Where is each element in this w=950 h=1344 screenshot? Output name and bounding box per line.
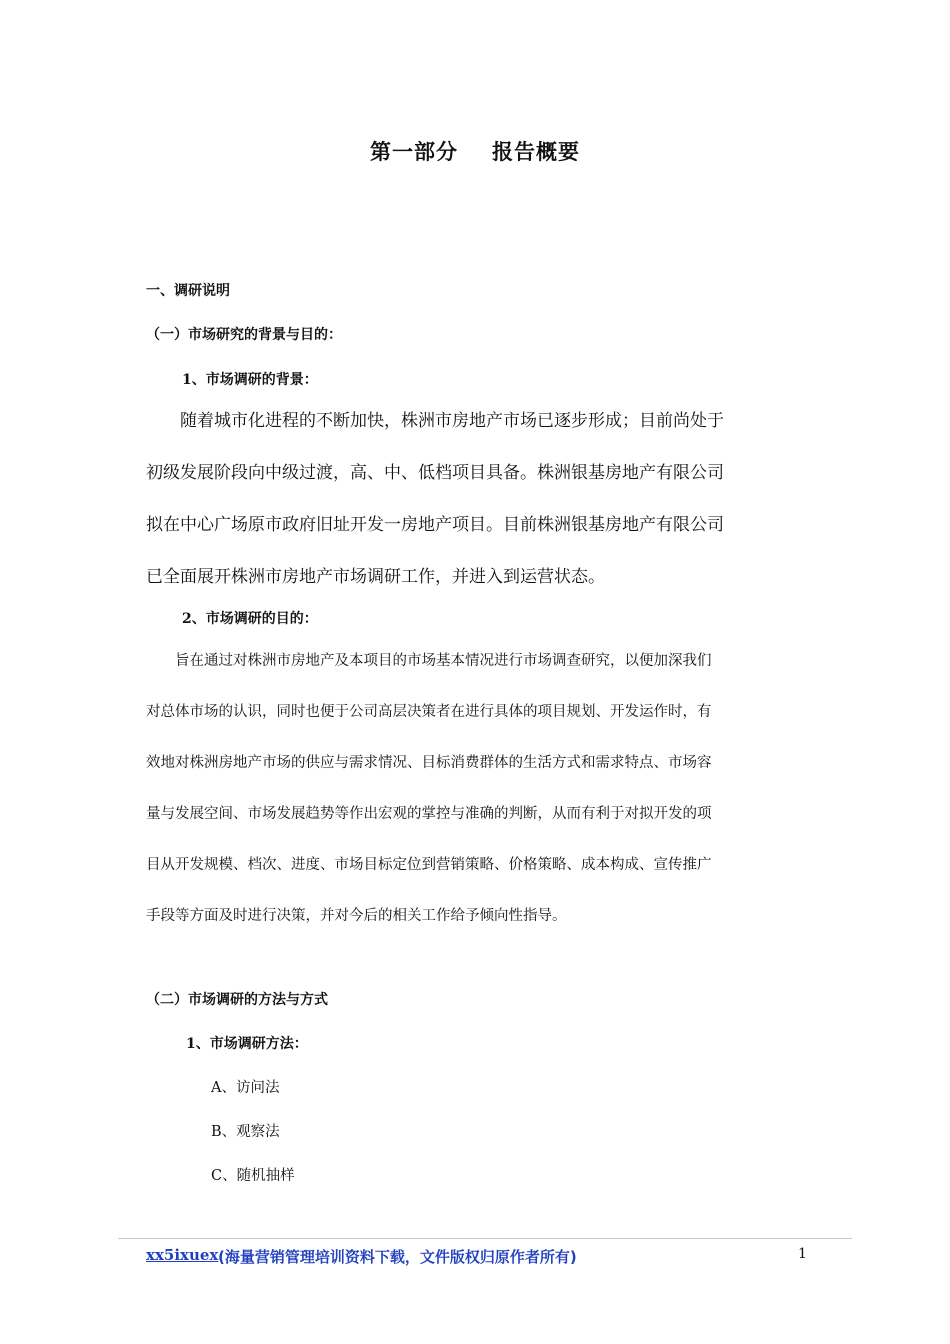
footer-note: (海量营销管理培训资料下载，文件版权归原作者所有)	[218, 1248, 577, 1266]
paragraph-line: 效地对株洲房地产市场的供应与需求情况、目标消费群体的生活方式和需求特点、市场容	[146, 755, 712, 771]
page-title	[0, 136, 950, 166]
paragraph-line: 量与发展空间、市场发展趋势等作出宏观的掌控与准确的判断，从而有利于对拟开发的项	[146, 806, 712, 822]
item-heading-method: 1、市场调研方法：	[186, 1036, 308, 1052]
method-item: C、随机抽样	[211, 1168, 295, 1184]
purpose-paragraph	[146, 636, 806, 942]
subsection-heading-2: （二）市场调研的方法与方式	[146, 992, 328, 1008]
subsection-heading-1: （一）市场研究的背景与目的：	[146, 327, 342, 343]
footer-link[interactable]: xx5ixuex	[146, 1246, 219, 1264]
title-part: 第一部分	[370, 139, 458, 164]
paragraph-line: 已全面展开株洲市房地产市场调研工作，并进入到运营状态。	[146, 567, 605, 587]
method-item: B、观察法	[211, 1124, 280, 1140]
paragraph-line: 目从开发规模、档次、进度、市场目标定位到营销策略、价格策略、成本构成、宣传推广	[146, 857, 712, 873]
paragraph-line: 手段等方面及时进行决策，并对今后的相关工作给予倾向性指导。	[146, 908, 567, 924]
paragraph-line: 初级发展阶段向中级过渡，高、中、低档项目具备。株洲银基房地产有限公司	[146, 463, 724, 483]
paragraph-line: 随着城市化进程的不断加快，株洲市房地产市场已逐步形成；目前尚处于	[146, 411, 724, 431]
item-heading-purpose: 2、市场调研的目的：	[182, 611, 318, 627]
background-paragraph	[146, 395, 806, 603]
paragraph-line: 旨在通过对株洲市房地产及本项目的市场基本情况进行市场调查研究，以便加深我们	[146, 653, 712, 669]
section-heading: 一、调研说明	[146, 283, 230, 299]
title-name: 报告概要	[492, 139, 580, 164]
paragraph-line: 对总体市场的认识，同时也便于公司高层决策者在进行具体的项目规划、开发运作时，有	[146, 704, 712, 720]
method-item: A、访问法	[211, 1080, 280, 1096]
paragraph-line: 拟在中心广场原市政府旧址开发一房地产项目。目前株洲银基房地产有限公司	[146, 515, 724, 535]
item-heading-background: 1、市场调研的背景：	[182, 372, 318, 388]
page-number: 1	[798, 1246, 807, 1262]
footer-divider	[118, 1238, 852, 1239]
